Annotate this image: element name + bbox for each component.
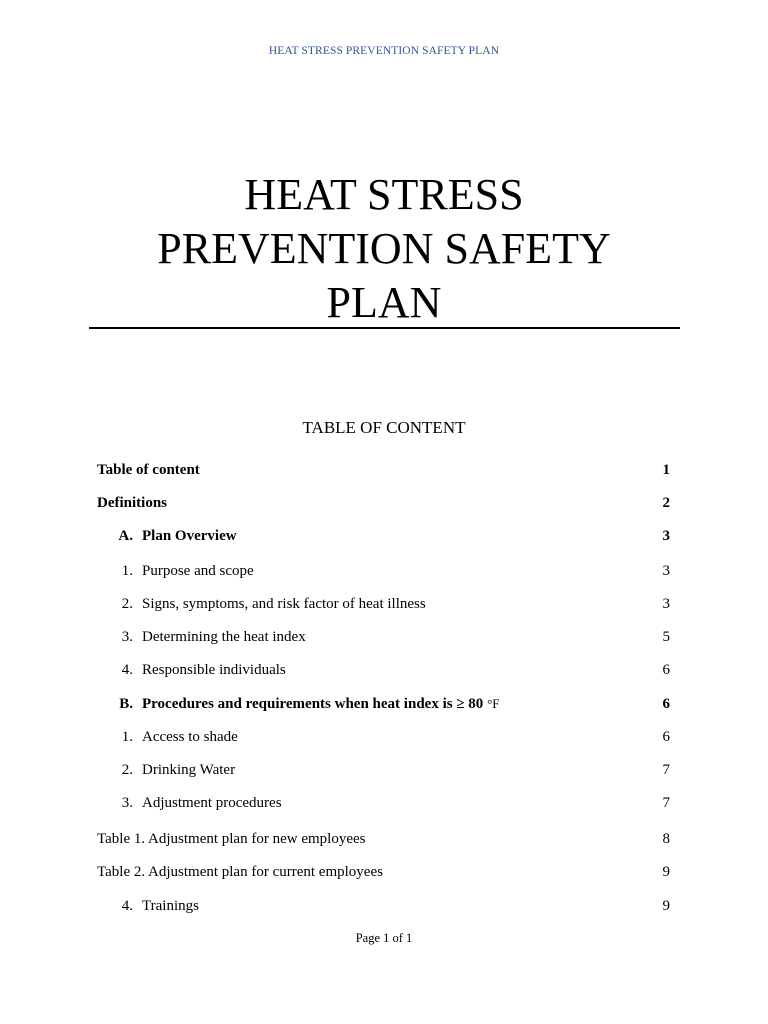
toc-entry-number: 1. — [121, 563, 133, 579]
toc-entry-title-text: Procedures and requirements when heat index is ≥ 80 — [142, 696, 488, 712]
toc-entry-title-text: Table of content — [97, 462, 200, 478]
toc-entry[interactable] — [0, 560, 768, 582]
toc-entry-number: A. — [118, 528, 133, 544]
toc-entry-page-number: 6 — [662, 729, 670, 745]
toc-entry-number: 4. — [121, 662, 133, 678]
toc-entry-title — [97, 828, 365, 850]
toc-entry-title-text: Definitions — [97, 495, 168, 511]
toc-entry-title-text: Access to shade — [142, 729, 238, 745]
toc-entry[interactable] — [0, 525, 768, 547]
toc-entry-title — [97, 492, 167, 514]
toc-entry-title-text: Responsible individuals — [142, 662, 286, 678]
toc-entry-title — [142, 593, 426, 615]
toc-entry-number: 2. — [121, 596, 133, 612]
toc-entry-title — [142, 759, 235, 781]
toc-entry-number: B. — [119, 696, 133, 712]
toc-entry-page-number: 7 — [662, 795, 670, 811]
toc-entry-title-text: Drinking Water — [142, 762, 236, 778]
toc-entry-title — [142, 726, 238, 748]
toc-entry-page-number: 1 — [662, 462, 670, 478]
toc-entry-number: 3. — [121, 795, 133, 811]
toc-entry[interactable] — [0, 693, 768, 715]
toc-entry-title — [142, 659, 286, 681]
toc-entry[interactable] — [0, 626, 768, 648]
toc-entry-title-text: Determining the heat index — [142, 629, 306, 645]
document-title-line-1: HEAT STRESS — [244, 170, 524, 219]
toc-entry-title — [142, 895, 199, 917]
toc-entry-page-number: 8 — [662, 831, 670, 847]
toc-entry-title-text: Purpose and scope — [142, 563, 254, 579]
toc-entry[interactable] — [0, 828, 768, 850]
toc-entry-title — [142, 792, 282, 814]
toc-entry[interactable] — [0, 759, 768, 781]
toc-heading: TABLE OF CONTENT — [302, 418, 466, 437]
toc-entry[interactable] — [0, 726, 768, 748]
toc-entry-title — [142, 693, 500, 715]
document-title-line-2: PREVENTION SAFETY — [157, 224, 611, 273]
toc-entry[interactable] — [0, 659, 768, 681]
toc-entry-page-number: 3 — [662, 563, 670, 579]
toc-entry-page-number: 5 — [662, 629, 670, 645]
toc-entry-number: 3. — [121, 629, 133, 645]
toc-entry-page-number: 6 — [662, 662, 670, 678]
toc-entry-page-number: 3 — [662, 528, 670, 544]
document-title-line-3: PLAN — [326, 278, 442, 327]
toc-entry-title-text: Plan Overview — [142, 528, 237, 544]
toc-entry-number: 4. — [121, 898, 133, 914]
toc-entry[interactable] — [0, 459, 768, 481]
toc-entry[interactable] — [0, 895, 768, 917]
toc-entry-page-number: 2 — [662, 495, 670, 511]
toc-entry[interactable] — [0, 792, 768, 814]
toc-entry-unit: °F — [487, 696, 500, 711]
toc-entry-page-number: 3 — [662, 596, 670, 612]
toc-entry-title — [97, 459, 200, 481]
toc-entry-page-number: 6 — [662, 696, 670, 712]
toc-entry-title-text: Adjustment procedures — [142, 795, 282, 811]
toc-entry-title — [97, 861, 383, 883]
page-footer: Page 1 of 1 — [355, 931, 413, 945]
toc-entry-page-number: 9 — [662, 864, 670, 880]
toc-entry-title — [142, 626, 306, 648]
toc-entry[interactable] — [0, 593, 768, 615]
toc-entry-title-text: Trainings — [142, 898, 199, 914]
toc-entry-title-text: Signs, symptoms, and risk factor of heat illness — [142, 596, 426, 612]
toc-entry-title-text: Table 2. Adjustment plan for current employees — [97, 864, 383, 880]
toc-entry-title — [142, 560, 254, 582]
toc-entry-number: 2. — [121, 762, 133, 778]
running-header: HEAT STRESS PREVENTION SAFETY PLAN — [268, 45, 500, 57]
toc-entry[interactable] — [0, 861, 768, 883]
toc-entry-title — [142, 525, 237, 547]
toc-entry-page-number: 7 — [662, 762, 670, 778]
toc-entry[interactable] — [0, 492, 768, 514]
toc-entry-title-text: Table 1. Adjustment plan for new employees — [97, 831, 366, 847]
toc-entry-page-number: 9 — [662, 898, 670, 914]
toc-entry-number: 1. — [121, 729, 133, 745]
